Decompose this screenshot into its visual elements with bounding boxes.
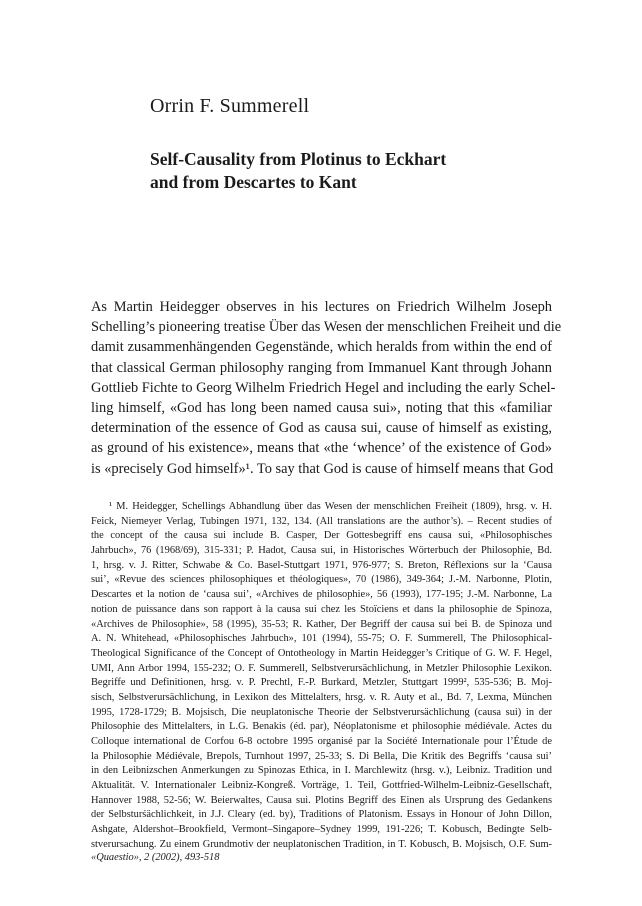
footnote-line: sui’, «Revue des sciences philosophiques et théologiques», 70 (1986), 349-364; J.-M. Narbonne, Plotin, (91, 574, 552, 586)
body-line: Gottlieb Fichte to Georg Wilhelm Friedrich Hegel and including the early Schel- (91, 379, 556, 396)
footnote-line: Theological Significance of the Concept of Ontotheology in Martin Heidegger’s Critique of G. W. F. Hegel, (91, 647, 552, 659)
body-line: determination of the essence of God as causa sui, cause of himself as existing, (91, 420, 552, 437)
footnote-line: notion de puissance dans son rapport à la causa sui chez les Stoïciens et dans la philosophie de Spinoza, (91, 603, 552, 615)
author-name: Orrin F. Summerell (150, 95, 310, 117)
footnote-line: UMI, Ann Arbor 1994, 155-232; O. F. Summerell, Selbstverursächlichung, in Metzler Philosophie Lexikon. (91, 662, 552, 674)
footnote-line: Aktualität. V. Internationaler Leibniz-Kongreß. Vorträge, 1. Teil, Gottfried-Wilhelm-Leibniz-Gesellschaft, (91, 780, 552, 792)
footnote-line: Colloque international de Corfou 6-8 octobre 1995 organisé par la Société Internationale pour l’Étude de (91, 736, 552, 747)
footnote-line: sisch, Selbstverursächlichung, in Lexikon des Mittelalters, hrsg. v. R. Auty et al., Bd. 7, Lexma, München (91, 691, 552, 703)
footnote-line: Ashgate, Aldershot–Brookfield, Vermont–Singapore–Sydney 1999, 191-226; T. Kobusch, Bedingte Selb- (91, 824, 552, 836)
footnote-line: Descartes et la notion de ‘causa sui’, «Archives de philosophie», 56 (1993), 177-195; J.-M. Narbonne, La (91, 589, 552, 601)
body-paragraph (91, 297, 562, 479)
body-line: is «precisely God himself»¹. To say that God is cause of himself means that God (91, 460, 554, 477)
footnote-line: stverursachung. Zu einem Grundmotiv der neuplatonischen Tradition, in T. Kobusch, B. Mojsisch, O.F. Sum- (91, 838, 552, 850)
footnote-line: the concept of the causa sui include B. Casper, Der Gottesbegriff ens causa sui, «Philosophisches (91, 530, 552, 542)
body-line: ling himself, «God has long been named causa sui», noting that this «familiar (91, 399, 552, 416)
title-line: Self-Causality from Plotinus to Eckhart (150, 149, 447, 169)
footnote-line: Feick, Niemeyer Verlag, Tubingen 1971, 132, 134. (All translations are the author’s). – Recent studies of (91, 515, 552, 527)
footnote-line: Jahrbuch», 76 (1968/69), 315-331; P. Hadot, Causa sui, in Historisches Wörterbuch der Philosophie, Bd. (91, 545, 552, 557)
footnote-line: ¹ M. Heidegger, Schellings Abhandlung über das Wesen der menschlichen Freiheit (1809), hrsg. v. H. (109, 501, 552, 512)
footnote-line: 1, hrsg. v. J. Ritter, Schwabe & Co. Basel-Stuttgart 1971, 976-977; S. Breton, Réflexions sur la ‘Causa (91, 559, 552, 571)
footnote-line: der Selbsturśächlichkeit, in J.J. Cleary (ed. by), Traditions of Platonism. Essays in Honour of John Dillon, (91, 809, 552, 821)
article-title (150, 148, 446, 194)
footnote-line: 1995, 1728-1729; B. Mojsisch, Die neuplatonische Theorie der Selbstverursächlichung (causa sui) in der (91, 706, 552, 718)
footnote-line: Hannover 1988, 52-56; W. Beierwaltes, Causa sui. Plotins Begriff des Einen als Ursprung des Gedankens (91, 794, 552, 806)
footnote-line: A. N. Whitehead, «Philosophisches Jahrbuch», 101 (1994), 55-75; O. F. Summerell, The Philosophical- (91, 633, 552, 645)
body-line: As Martin Heidegger observes in his lectures on Friedrich Wilhelm Joseph (91, 299, 552, 315)
footnote-block (91, 500, 552, 853)
footnote-line: la Philosophie Médiévale, Brepols, Turnhout 1997, 25-33; S. Di Bella, Die Kritik des Begriffs ‘causa sui’ (91, 750, 552, 762)
footnote-line: Begriffe und Definitionen, hrsg. v. P. Prechtl, F.-P. Burkard, Metzler, Stuttgart 1999², 535-536; B. Moj- (91, 677, 552, 689)
body-line: damit zusammenhängenden Gegenstände, which heralds from within the end of (91, 339, 552, 356)
footnote-line: Philosophie des Mittelalters, in L.G. Benakis (éd. par), Néoplatonisme et philosophie médiévale. Actes du (91, 721, 552, 733)
journal-citation: «Quaestio», 2 (2002), 493-518 (91, 852, 220, 863)
title-line: and from Descartes to Kant (150, 172, 357, 192)
body-line: that classical German philosophy ranging from Immanuel Kant through Johann (91, 359, 552, 376)
footnote-line: in den Leibnizschen Anmerkungen zu Spinozas Ethica, in I. Marchlewitz (hrsg. v.), Leibniz. Tradition und (91, 765, 552, 777)
body-line: as ground of his existence», means that «the ‘whence’ of the existence of God» (91, 440, 552, 457)
footnote-line: «Archives de Philosophie», 58 (1995), 35-53; R. Kather, Der Begriff der causa sui bei B. de Spinoza und (91, 618, 552, 630)
body-line: Schelling’s pioneering treatise Über das Wesen der menschlichen Freiheit und die (91, 319, 562, 336)
